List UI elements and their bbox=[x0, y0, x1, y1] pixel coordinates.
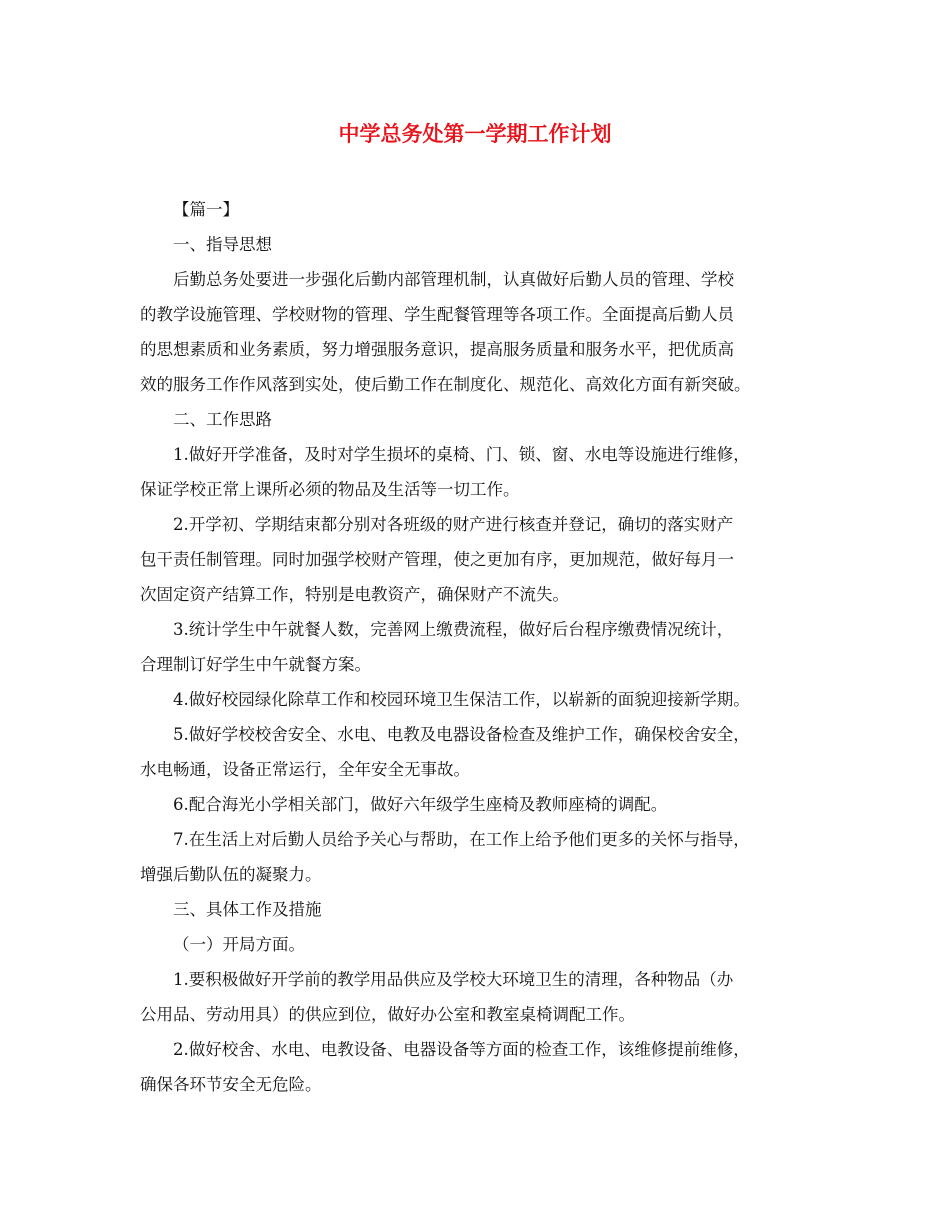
paragraph bbox=[140, 717, 830, 787]
text-line: 合理制订好学生中午就餐方案。 bbox=[140, 655, 371, 674]
text-line: 效的服务工作作风落到实处，使后勤工作在制度化、规范化、高效化方面有新突破。 bbox=[140, 375, 751, 394]
text-line: 2.做好校舍、水电、电教设备、电器设备等方面的检查工作，该维修提前维修， bbox=[173, 1040, 750, 1059]
text-line: 保证学校正常上课所必须的物品及生活等一切工作。 bbox=[140, 480, 520, 499]
text-line: 次固定资产结算工作，特别是电教资产，确保财产不流失。 bbox=[140, 585, 569, 604]
paragraph bbox=[140, 892, 830, 927]
text-line: 包干责任制管理。同时加强学校财产管理，使之更加有序，更加规范，做好每月一 bbox=[140, 550, 734, 569]
text-line: 确保各环节安全无危险。 bbox=[140, 1075, 322, 1094]
text-line: 2.开学初、学期结束都分别对各班级的财产进行核查并登记，确切的落实财产 bbox=[173, 515, 734, 534]
text-line: 公用品、劳动用具）的供应到位，做好办公室和教室桌椅调配工作。 bbox=[140, 1005, 635, 1024]
paragraph bbox=[140, 682, 830, 717]
text-line: 4.做好校园绿化除草工作和校园环境卫生保洁工作，以崭新的面貌迎接新学期。 bbox=[173, 690, 750, 709]
paragraph bbox=[140, 507, 830, 612]
text-line: 水电畅通，设备正常运行，全年安全无事故。 bbox=[140, 760, 470, 779]
text-line: 三、具体工作及措施 bbox=[173, 900, 322, 919]
text-line: 5.做好学校校舍安全、水电、电教及电器设备检查及维护工作，确保校舍安全， bbox=[173, 725, 750, 744]
text-line: 二、工作思路 bbox=[173, 410, 272, 429]
text-line: 后勤总务处要进一步强化后勤内部管理机制，认真做好后勤人员的管理、学校 bbox=[173, 270, 734, 289]
text-line: 增强后勤队伍的凝聚力。 bbox=[140, 865, 322, 884]
text-line: 7.在生活上对后勤人员给予关心与帮助，在工作上给予他们更多的关怀与指导， bbox=[173, 830, 750, 849]
text-line: 一、指导思想 bbox=[173, 235, 272, 254]
text-line: 6.配合海光小学相关部门，做好六年级学生座椅及教师座椅的调配。 bbox=[173, 795, 668, 814]
paragraph bbox=[140, 437, 830, 507]
paragraph bbox=[140, 962, 830, 1032]
document-title: 中学总务处第一学期工作计划 bbox=[338, 122, 612, 146]
text-line: 1.要积极做好开学前的教学用品供应及学校大环境卫生的清理，各种物品（办 bbox=[173, 970, 734, 989]
text-line: 1.做好开学准备，及时对学生损坏的桌椅、门、锁、窗、水电等设施进行维修， bbox=[173, 445, 750, 464]
paragraph bbox=[140, 227, 830, 262]
paragraph bbox=[140, 1032, 830, 1102]
paragraph bbox=[140, 787, 830, 822]
text-line: 【篇一】 bbox=[173, 200, 239, 219]
text-line: 的思想素质和业务素质，努力增强服务意识，提高服务质量和服务水平，把优质高 bbox=[140, 340, 734, 359]
document-body bbox=[140, 192, 830, 1102]
text-line: （一）开局方面。 bbox=[173, 935, 305, 954]
paragraph bbox=[140, 822, 830, 892]
paragraph bbox=[140, 612, 830, 682]
paragraph bbox=[140, 192, 830, 227]
paragraph bbox=[140, 262, 830, 402]
text-line: 3.统计学生中午就餐人数，完善网上缴费流程，做好后台程序缴费情况统计， bbox=[173, 620, 734, 639]
text-line: 的教学设施管理、学校财物的管理、学生配餐管理等各项工作。全面提高后勤人员 bbox=[140, 305, 734, 324]
paragraph bbox=[140, 402, 830, 437]
paragraph bbox=[140, 927, 830, 962]
